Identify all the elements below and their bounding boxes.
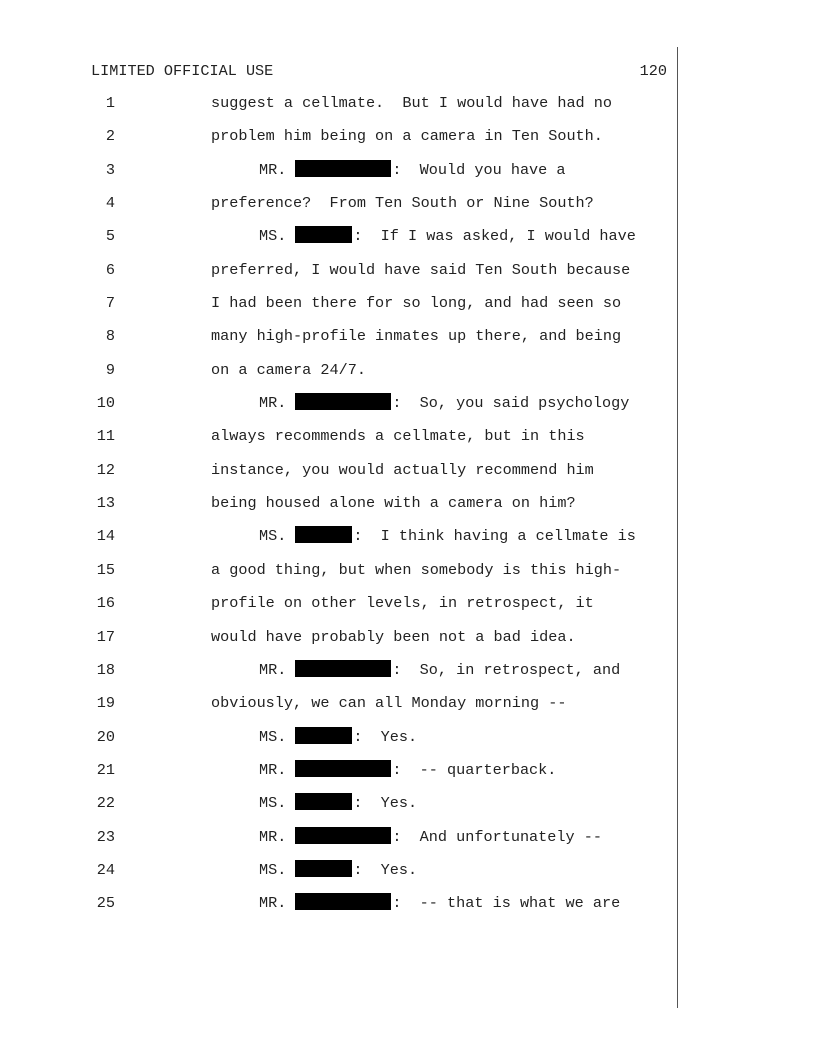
line-number: 16 bbox=[96, 594, 115, 613]
transcript-line bbox=[0, 387, 816, 420]
line-number: 13 bbox=[96, 494, 115, 513]
speech-text: : I think having a cellmate is bbox=[353, 527, 636, 546]
line-text: many high-profile inmates up there, and being bbox=[211, 327, 622, 346]
redaction-box bbox=[295, 893, 391, 910]
redaction-box bbox=[295, 860, 352, 877]
speech-text: : Yes. bbox=[353, 794, 418, 813]
page-number: 120 bbox=[639, 62, 667, 80]
classification-header: LIMITED OFFICIAL USE bbox=[91, 62, 274, 80]
transcript-line bbox=[0, 754, 816, 787]
transcript-line bbox=[0, 787, 816, 820]
transcript-line bbox=[0, 854, 816, 887]
line-text: preference? From Ten South or Nine South? bbox=[211, 194, 594, 213]
line-text: suggest a cellmate. But I would have had no bbox=[211, 94, 613, 112]
speaker-line bbox=[259, 787, 417, 820]
speech-text: : If I was asked, I would have bbox=[353, 227, 636, 246]
line-number: 25 bbox=[96, 894, 115, 913]
line-number: 22 bbox=[96, 794, 115, 813]
line-text: instance, you would actually recommend him bbox=[211, 460, 594, 479]
speaker-line bbox=[259, 854, 417, 887]
speaker-line bbox=[259, 887, 620, 920]
speaker-title: MS. bbox=[259, 727, 287, 746]
transcript-line bbox=[0, 187, 816, 220]
speaker-title: MR. bbox=[259, 894, 287, 913]
line-text: on a camera 24/7. bbox=[211, 360, 366, 379]
line-number: 17 bbox=[96, 627, 115, 646]
speaker-title: MR. bbox=[259, 394, 287, 413]
speaker-line bbox=[259, 654, 620, 687]
transcript-line bbox=[0, 220, 816, 253]
transcript-line bbox=[0, 721, 816, 754]
redaction-box bbox=[295, 526, 352, 543]
speaker-title: MS. bbox=[259, 527, 287, 546]
line-number: 23 bbox=[96, 827, 115, 846]
speaker-line bbox=[259, 821, 602, 854]
transcript-line bbox=[0, 554, 816, 587]
transcript-line bbox=[0, 120, 816, 153]
transcript-line bbox=[0, 287, 816, 320]
speech-text: : Would you have a bbox=[392, 160, 566, 179]
transcript-line bbox=[0, 687, 816, 720]
redaction-box bbox=[295, 827, 391, 844]
line-number: 11 bbox=[96, 427, 115, 446]
line-number: 2 bbox=[105, 127, 115, 146]
transcript-lines bbox=[0, 87, 816, 921]
line-text: preferred, I would have said Ten South because bbox=[211, 260, 631, 279]
transcript-line bbox=[0, 320, 816, 353]
line-number: 19 bbox=[96, 694, 115, 713]
transcript-line bbox=[0, 154, 816, 187]
transcript-line bbox=[0, 420, 816, 453]
line-number: 12 bbox=[96, 460, 115, 479]
line-number: 8 bbox=[105, 327, 115, 346]
line-text: profile on other levels, in retrospect, it bbox=[211, 594, 594, 613]
line-number: 24 bbox=[96, 860, 115, 879]
speaker-title: MS. bbox=[259, 227, 287, 246]
transcript-line bbox=[0, 254, 816, 287]
transcript-line bbox=[0, 887, 816, 920]
line-text: being housed alone with a camera on him? bbox=[211, 494, 576, 513]
line-number: 7 bbox=[105, 294, 115, 313]
speech-text: : And unfortunately -- bbox=[392, 827, 602, 846]
transcript-line bbox=[0, 520, 816, 553]
transcript-line bbox=[0, 654, 816, 687]
line-number: 9 bbox=[105, 360, 115, 379]
line-number: 1 bbox=[105, 94, 115, 112]
speech-text: : -- quarterback. bbox=[392, 760, 557, 779]
redaction-box bbox=[295, 160, 391, 177]
line-text: a good thing, but when somebody is this high- bbox=[211, 560, 622, 579]
redaction-box bbox=[295, 793, 352, 810]
speaker-title: MR. bbox=[259, 660, 287, 679]
redaction-box bbox=[295, 660, 391, 677]
line-number: 4 bbox=[105, 194, 115, 213]
line-number: 10 bbox=[96, 394, 115, 413]
speaker-title: MS. bbox=[259, 860, 287, 879]
speech-text: : So, you said psychology bbox=[392, 394, 630, 413]
line-text: problem him being on a camera in Ten South. bbox=[211, 127, 603, 146]
speaker-line bbox=[259, 220, 636, 253]
line-text: would have probably been not a bad idea. bbox=[211, 627, 576, 646]
redaction-box bbox=[295, 760, 391, 777]
line-number: 15 bbox=[96, 560, 115, 579]
speaker-title: MS. bbox=[259, 794, 287, 813]
line-number: 5 bbox=[105, 227, 115, 246]
line-number: 14 bbox=[96, 527, 115, 546]
speaker-title: MR. bbox=[259, 760, 287, 779]
speech-text: : So, in retrospect, and bbox=[392, 660, 621, 679]
redaction-box bbox=[295, 727, 352, 744]
speech-text: : -- that is what we are bbox=[392, 894, 621, 913]
transcript-line bbox=[0, 87, 816, 120]
speaker-line bbox=[259, 154, 566, 187]
transcript-line bbox=[0, 621, 816, 654]
transcript-line bbox=[0, 454, 816, 487]
line-text: I had been there for so long, and had seen so bbox=[211, 294, 622, 313]
line-number: 20 bbox=[96, 727, 115, 746]
line-number: 3 bbox=[105, 160, 115, 179]
speech-text: : Yes. bbox=[353, 860, 418, 879]
line-number: 6 bbox=[105, 260, 115, 279]
speaker-title: MR. bbox=[259, 160, 287, 179]
redaction-box bbox=[295, 393, 391, 410]
line-text: always recommends a cellmate, but in this bbox=[211, 427, 585, 446]
speaker-line bbox=[259, 520, 636, 553]
line-text: obviously, we can all Monday morning -- bbox=[211, 694, 567, 713]
transcript-line bbox=[0, 354, 816, 387]
speaker-title: MR. bbox=[259, 827, 287, 846]
speaker-line bbox=[259, 721, 417, 754]
speech-text: : Yes. bbox=[353, 727, 418, 746]
transcript-line bbox=[0, 821, 816, 854]
line-number: 18 bbox=[96, 660, 115, 679]
speaker-line bbox=[259, 387, 629, 420]
line-number: 21 bbox=[96, 760, 115, 779]
transcript-line bbox=[0, 587, 816, 620]
transcript-line bbox=[0, 487, 816, 520]
speaker-line bbox=[259, 754, 556, 787]
redaction-box bbox=[295, 226, 352, 243]
